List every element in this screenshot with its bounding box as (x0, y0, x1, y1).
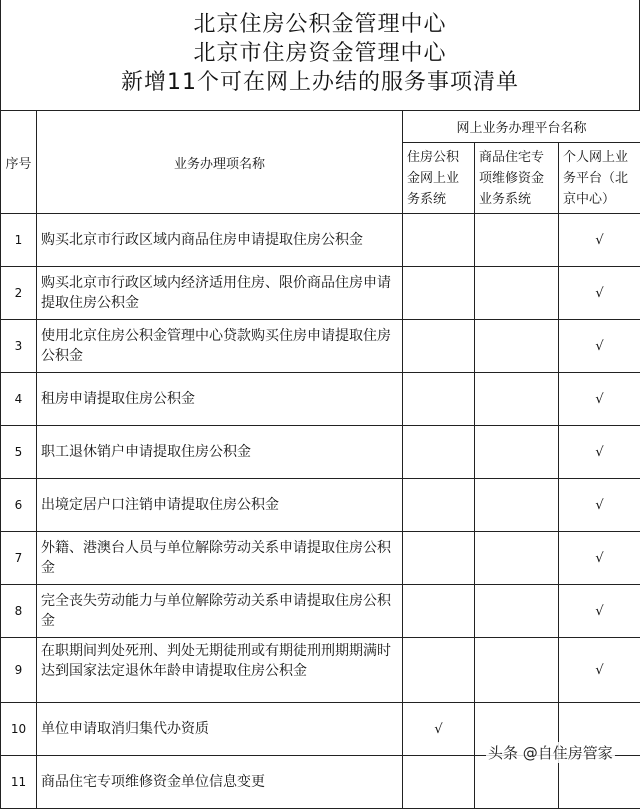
row-service-name: 商品住宅专项维修资金单位信息变更 (37, 756, 403, 809)
row-service-name: 完全丧失劳动能力与单位解除劳动关系申请提取住房公积金 (37, 585, 403, 638)
row-platform-2-mark (475, 426, 559, 479)
row-platform-1-mark (403, 373, 475, 426)
row-seq: 8 (1, 585, 37, 638)
row-seq: 10 (1, 703, 37, 756)
row-service-name: 出境定居户口注销申请提取住房公积金 (37, 479, 403, 532)
row-platform-1-mark (403, 214, 475, 267)
row-seq: 5 (1, 426, 37, 479)
row-platform-3-mark: √ (559, 585, 640, 638)
row-service-name: 外籍、港澳台人员与单位解除劳动关系申请提取住房公积金 (37, 532, 403, 585)
row-platform-2-mark (475, 532, 559, 585)
row-platform-1-mark (403, 267, 475, 320)
document-title (0, 0, 640, 110)
row-platform-1-mark (403, 479, 475, 532)
table-row (1, 585, 640, 638)
header-platform-2: 商品住宅专项维修资金业务系统 (475, 143, 559, 214)
header-platform-group: 网上业务办理平台名称 (403, 111, 640, 143)
row-platform-2-mark (475, 267, 559, 320)
row-platform-2-mark (475, 756, 559, 809)
watermark: 头条 @自住房管家 (486, 742, 615, 763)
row-platform-2-mark (475, 479, 559, 532)
row-platform-2-mark (475, 373, 559, 426)
row-seq: 1 (1, 214, 37, 267)
service-list-table (0, 110, 640, 809)
row-service-name: 租房申请提取住房公积金 (37, 373, 403, 426)
table-row (1, 320, 640, 373)
row-service-name: 使用北京住房公积金管理中心贷款购买住房申请提取住房公积金 (37, 320, 403, 373)
row-service-name: 职工退休销户申请提取住房公积金 (37, 426, 403, 479)
table-row (1, 267, 640, 320)
title-line-1: 北京住房公积金管理中心 (1, 10, 639, 39)
row-platform-3-mark: √ (559, 532, 640, 585)
table-row (1, 426, 640, 479)
row-platform-3-mark: √ (559, 479, 640, 532)
title-line-2: 北京市住房资金管理中心 (1, 39, 639, 68)
row-seq: 11 (1, 756, 37, 809)
row-seq: 6 (1, 479, 37, 532)
row-seq: 2 (1, 267, 37, 320)
header-seq: 序号 (1, 111, 37, 214)
title-line-3: 新增11个可在网上办结的服务事项清单 (1, 68, 639, 97)
row-platform-2-mark (475, 585, 559, 638)
row-platform-3-mark: √ (559, 214, 640, 267)
row-platform-3-mark: √ (559, 373, 640, 426)
table-row (1, 532, 640, 585)
row-service-name: 单位申请取消归集代办资质 (37, 703, 403, 756)
header-platform-1: 住房公积金网上业务系统 (403, 143, 475, 214)
header-name: 业务办理项名称 (37, 111, 403, 214)
row-platform-3-mark: √ (559, 638, 640, 703)
header-platform-3: 个人网上业务平台（北京中心） (559, 143, 640, 214)
row-seq: 3 (1, 320, 37, 373)
table-row (1, 373, 640, 426)
row-service-name: 购买北京市行政区域内经济适用住房、限价商品住房申请提取住房公积金 (37, 267, 403, 320)
row-seq: 7 (1, 532, 37, 585)
row-service-name: 在职期间判处死刑、判处无期徒刑或有期徒刑刑期期满时达到国家法定退休年龄申请提取住房公积金 (37, 638, 403, 703)
row-platform-3-mark: √ (559, 426, 640, 479)
table-body (1, 214, 640, 809)
row-platform-1-mark (403, 638, 475, 703)
row-seq: 4 (1, 373, 37, 426)
row-platform-2-mark (475, 214, 559, 267)
row-platform-1-mark: √ (403, 703, 475, 756)
row-platform-1-mark (403, 756, 475, 809)
row-platform-1-mark (403, 585, 475, 638)
row-platform-1-mark (403, 426, 475, 479)
row-platform-3-mark: √ (559, 267, 640, 320)
row-platform-1-mark (403, 532, 475, 585)
row-platform-3-mark (559, 756, 640, 809)
row-platform-2-mark (475, 320, 559, 373)
row-seq: 9 (1, 638, 37, 703)
row-platform-1-mark (403, 320, 475, 373)
table-row (1, 638, 640, 703)
table-row (1, 479, 640, 532)
row-service-name: 购买北京市行政区域内商品住房申请提取住房公积金 (37, 214, 403, 267)
table-row (1, 214, 640, 267)
row-platform-3-mark: √ (559, 320, 640, 373)
row-platform-2-mark (475, 638, 559, 703)
table-row (1, 756, 640, 809)
